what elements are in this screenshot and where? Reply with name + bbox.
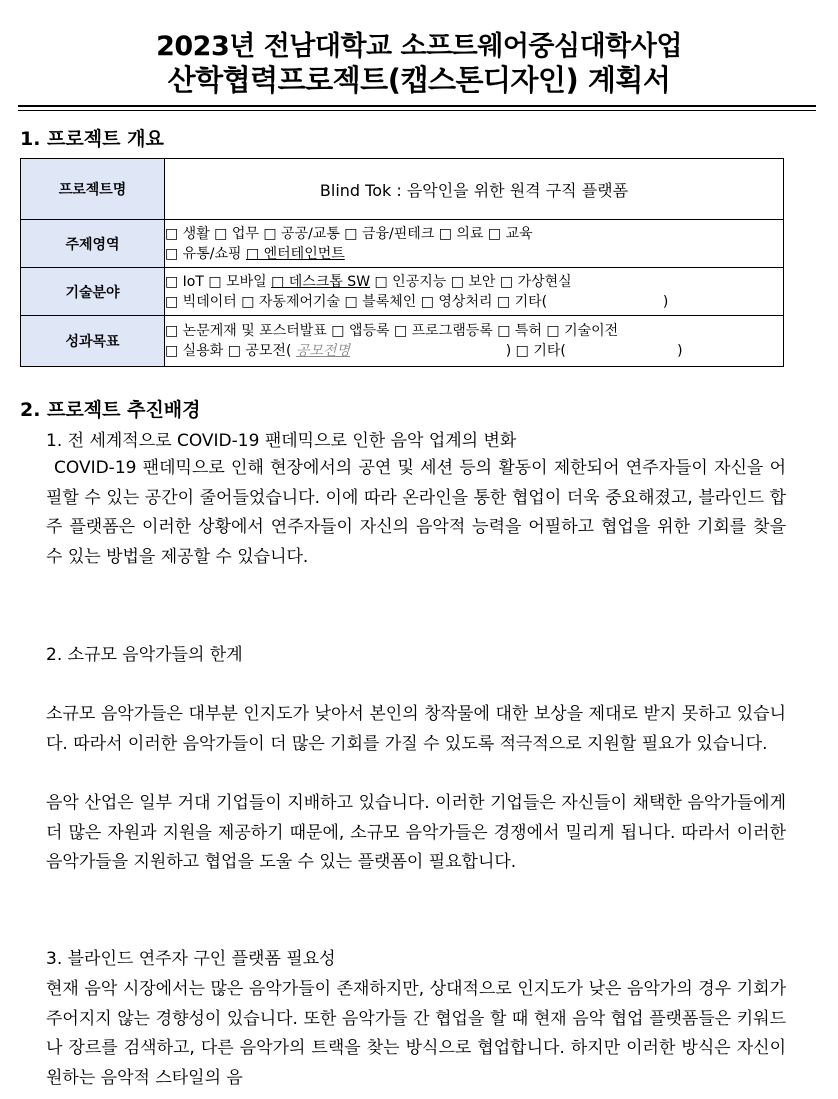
row-tech bbox=[21, 268, 784, 316]
value-tech bbox=[165, 268, 784, 316]
value-topic bbox=[165, 220, 784, 268]
tech-options-a: □ IoT □ 모바일 bbox=[165, 273, 272, 290]
label-goal: 성과목표 bbox=[21, 316, 165, 367]
tech-line2: □ 빅데이터 □ 자동제어기술 □ 블록체인 □ 영상처리 □ 기타( ) bbox=[165, 293, 669, 310]
paragraph-small-musicians-1: 소규모 음악가들은 대부분 인지도가 낮아서 본인의 창작물에 대한 보상을 제대로 받지 못하고 있습니다. 따라서 이러한 음악가들이 더 많은 기회를 가질 수 있도록 적극적으로 지원할 필요가 있습니다. bbox=[46, 704, 786, 754]
topic-line1: □ 생활 □ 업무 □ 공공/교통 □ 금융/핀테크 □ 의료 □ 교육 bbox=[165, 225, 533, 242]
title-divider-thin bbox=[18, 110, 816, 111]
goal-line2 bbox=[165, 341, 783, 361]
topic-option-distribution: □ 유통/쇼핑 bbox=[165, 245, 246, 262]
tech-options-c: □ 인공지능 □ 보안 □ 가상현실 bbox=[370, 273, 572, 290]
subheading-covid: 1. 전 세계적으로 COVID-19 팬데믹으로 인한 음악 업계의 변화 bbox=[46, 431, 517, 451]
paragraph-covid: COVID-19 팬데믹으로 인해 현장에서의 공연 및 세션 등의 활동이 제한되어 연주자들이 자신을 어필할 수 있는 공간이 줄어들었습니다. 이에 따라 온라인을 통한 협업이 더욱 중요해졌고, 블라인드 합주 플랫폼은 이러한 상황에서 연주자들이 자신의 음악적 능력을 어필하고 협업을 위한 기회를 찾을 수 있는 방법을 제공할 수 있습니다. bbox=[46, 458, 786, 567]
topic-option-entertainment: □ 엔터테인먼트 bbox=[245, 245, 345, 262]
label-topic: 주제영역 bbox=[21, 220, 165, 268]
document-title-line1: 2023년 전남대학교 소프트웨어중심대학사업 bbox=[156, 31, 682, 62]
contest-name-placeholder: 공모전명 bbox=[295, 343, 350, 359]
goal-options-a: □ 실용화 □ 공모전( bbox=[165, 343, 296, 359]
row-goal bbox=[21, 316, 784, 367]
goal-options-b: ) □ 기타( ) bbox=[349, 343, 683, 359]
subheading-platform-need: 3. 블라인드 연주자 구인 플랫폼 필요성 bbox=[46, 949, 336, 969]
row-topic bbox=[21, 220, 784, 268]
section1-heading: 1. 프로젝트 개요 bbox=[20, 128, 164, 150]
section2-heading: 2. 프로젝트 추진배경 bbox=[20, 399, 201, 421]
topic-line2 bbox=[165, 244, 783, 264]
paragraph-small-musicians-2: 음악 산업은 일부 거대 기업들이 지배하고 있습니다. 이러한 기업들은 자신들이 채택한 음악가들에게 더 많은 자원과 지원을 제공하기 때문에, 소규모 음악가들은 경쟁에서 밀리게 됩니다. 따라서 이러한 음악가들을 지원하고 협업을 도울 수 있는 플랫폼이 필요합니다. bbox=[46, 793, 786, 872]
label-tech: 기술분야 bbox=[21, 268, 165, 316]
row-project-name bbox=[21, 159, 784, 220]
title-divider bbox=[18, 105, 816, 107]
value-project-name: Blind Tok : 음악인을 위한 원격 구직 플랫폼 bbox=[165, 159, 784, 220]
value-goal bbox=[165, 316, 784, 367]
project-overview-table bbox=[20, 158, 784, 367]
paragraph-platform-need: 현재 음악 시장에서는 많은 음악가들이 존재하지만, 상대적으로 인지도가 낮은 음악가의 경우 기회가 주어지지 않는 경향성이 있습니다. 또한 음악가들 간 협업을 할 때 현재 음악 협업 플랫폼들은 키워드나 장르를 검색하고, 다른 음악가의 트랙을 찾는 방식으로 협업합니다. 하지만 이러한 방식은 자신이 원하는 음악적 스타일의 음 bbox=[46, 979, 786, 1088]
subheading-small-musicians: 2. 소규모 음악가들의 한계 bbox=[46, 645, 243, 665]
label-project-name: 프로젝트명 bbox=[21, 159, 165, 220]
tech-line1 bbox=[165, 272, 783, 292]
tech-option-desktop: □ 데스크톱 SW bbox=[271, 273, 371, 290]
document-title-line2: 산학협력프로젝트(캡스톤디자인) 계획서 bbox=[167, 63, 671, 97]
goal-line1: □ 논문게재 및 포스터발표 □ 앱등록 □ 프로그램등록 □ 특허 □ 기술이전 bbox=[165, 323, 619, 339]
